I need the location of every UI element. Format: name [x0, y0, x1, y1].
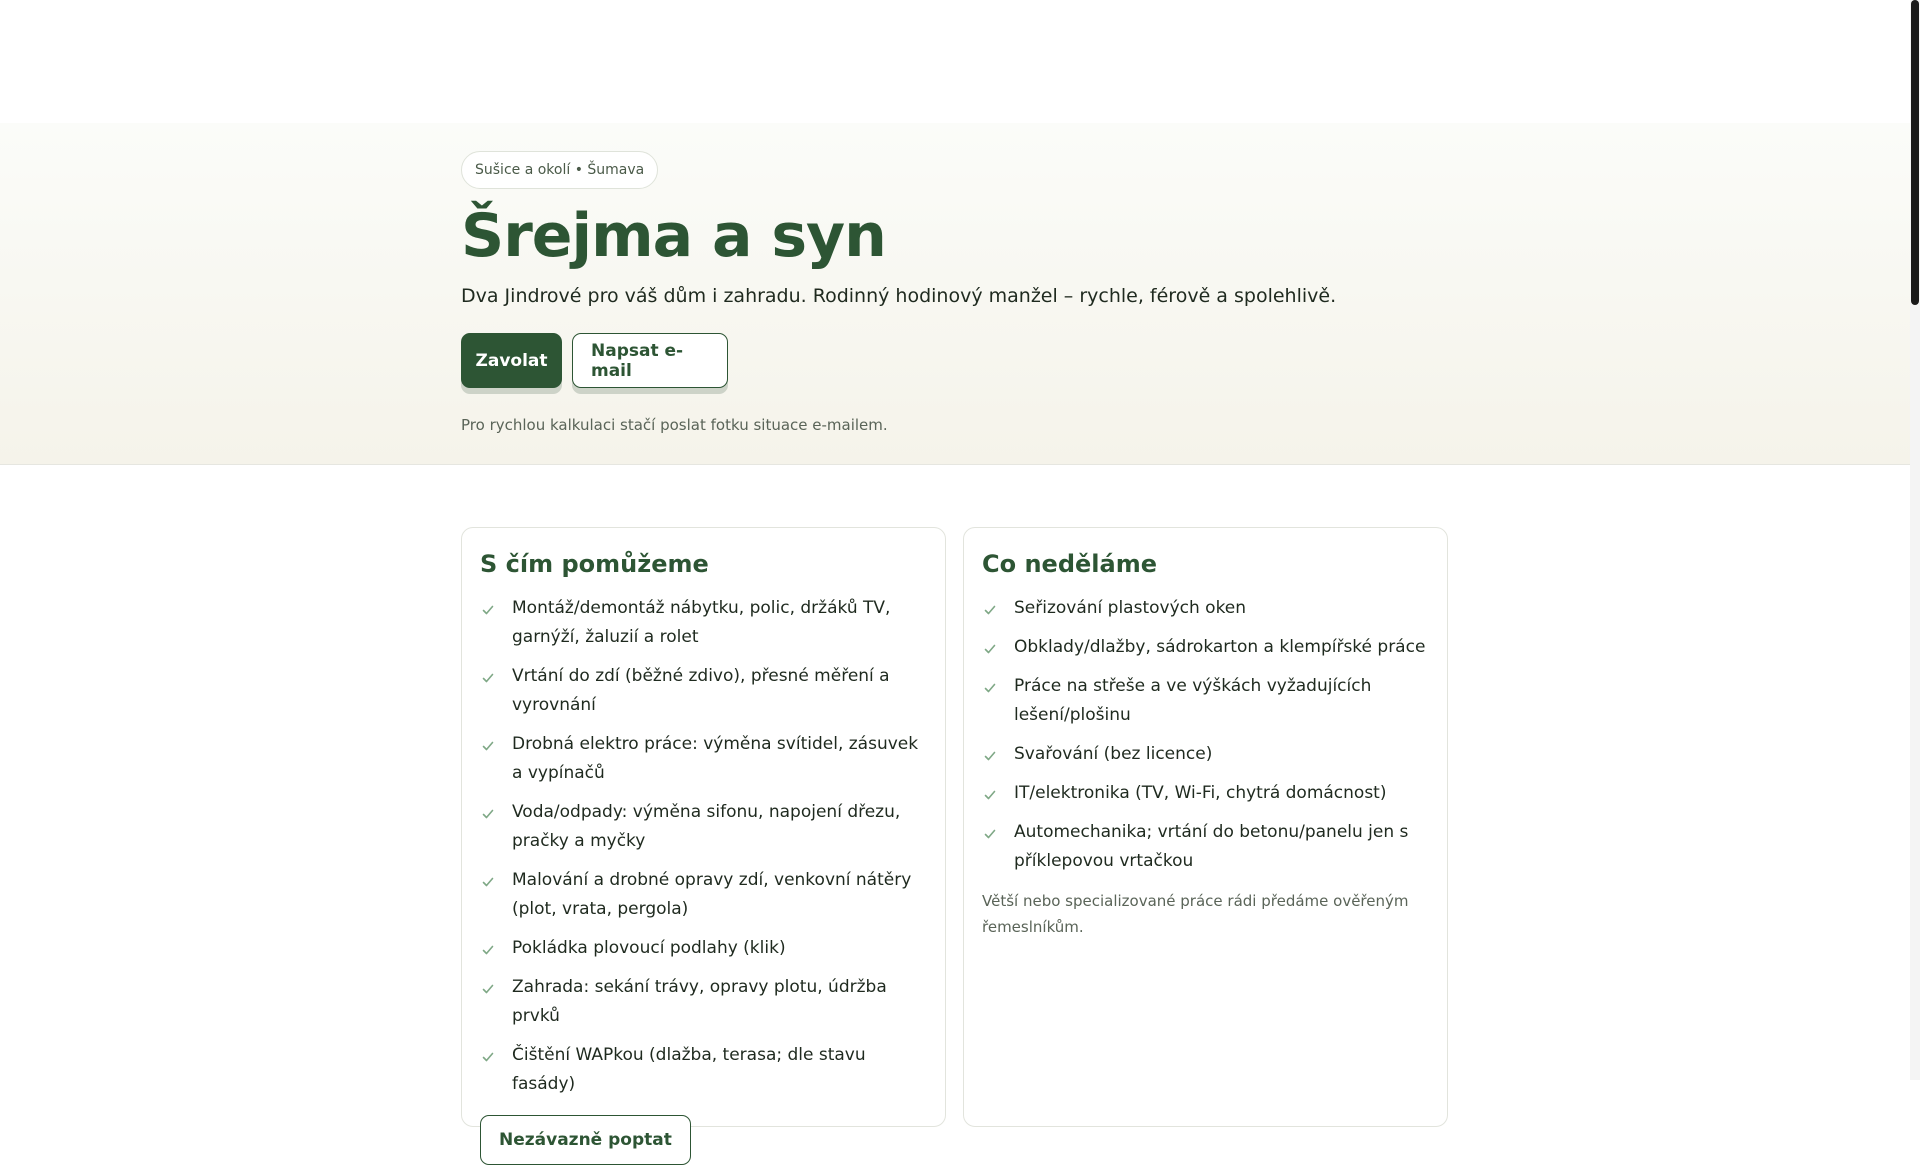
list-item: Voda/odpady: výměna sifonu, napojení dřezu, pračky a myčky	[480, 798, 927, 856]
list-item: Montáž/demontáž nábytku, polic, držáků TV, garnýží, žaluzií a rolet	[480, 594, 927, 652]
check-icon	[984, 643, 996, 655]
call-button[interactable]: Zavolat	[461, 333, 562, 388]
list-item: Seřizování plastových oken	[982, 594, 1429, 623]
list-item: Malování a drobné opravy zdí, venkovní nátěry (plot, vrata, pergola)	[480, 866, 927, 924]
check-icon	[984, 682, 996, 694]
email-button[interactable]: Napsat e-mail	[572, 333, 728, 388]
check-icon	[482, 672, 494, 684]
check-icon	[482, 604, 494, 616]
not-doing-title: Co neděláme	[982, 550, 1157, 578]
location-pill: Sušice a okolí • Šumava	[461, 151, 658, 189]
not-doing-note: Větší nebo specializované práce rádi předáme ověřeným řemeslníkům.	[982, 892, 1409, 936]
check-icon	[482, 808, 494, 820]
scrollbar[interactable]	[1910, 0, 1920, 1080]
services-title: S čím pomůžeme	[480, 550, 709, 578]
check-icon	[984, 750, 996, 762]
check-icon	[482, 944, 494, 956]
list-item: Čištění WAPkou (dlažba, terasa; dle stavu fasády)	[480, 1041, 927, 1099]
check-icon	[482, 1051, 494, 1063]
services-list	[480, 594, 927, 1099]
list-item: Práce na střeše a ve výškách vyžadujících lešení/plošinu	[982, 672, 1429, 730]
list-item: Vrtání do zdí (běžné zdivo), přesné měření a vyrovnání	[480, 662, 927, 720]
list-item: Automechanika; vrtání do betonu/panelu jen s příklepovou vrtačkou	[982, 818, 1429, 876]
not-doing-list	[982, 594, 1429, 876]
not-doing-card	[963, 527, 1448, 1127]
check-icon	[482, 740, 494, 752]
list-item: Drobná elektro práce: výměna svítidel, zásuvek a vypínačů	[480, 730, 927, 788]
cards-row	[461, 527, 1449, 1150]
list-item: Zahrada: sekání trávy, opravy plotu, údržba prvků	[480, 973, 927, 1031]
inquiry-button[interactable]: Nezávazně poptat	[480, 1115, 691, 1165]
check-icon	[482, 876, 494, 888]
list-item: Obklady/dlažby, sádrokarton a klempířské práce	[982, 633, 1429, 662]
scrollbar-thumb[interactable]	[1911, 0, 1919, 305]
check-icon	[482, 983, 494, 995]
hero-note: Pro rychlou kalkulaci stačí poslat fotku situace e-mailem.	[461, 416, 888, 434]
list-item: IT/elektronika (TV, Wi-Fi, chytrá domácnost)	[982, 779, 1429, 808]
check-icon	[984, 789, 996, 801]
hero-section	[0, 123, 1910, 465]
list-item: Svařování (bez licence)	[982, 740, 1429, 769]
hero-subtitle: Dva Jindrové pro váš dům i zahradu. Rodinný hodinový manžel – rychle, férově a spolehlivě.	[461, 285, 1337, 307]
top-bar	[0, 0, 1920, 123]
check-icon	[984, 604, 996, 616]
hero-actions	[461, 333, 1461, 388]
check-icon	[984, 828, 996, 840]
page-title: Šrejma a syn	[461, 201, 886, 271]
list-item: Pokládka plovoucí podlahy (klik)	[480, 934, 927, 963]
services-card	[461, 527, 946, 1150]
